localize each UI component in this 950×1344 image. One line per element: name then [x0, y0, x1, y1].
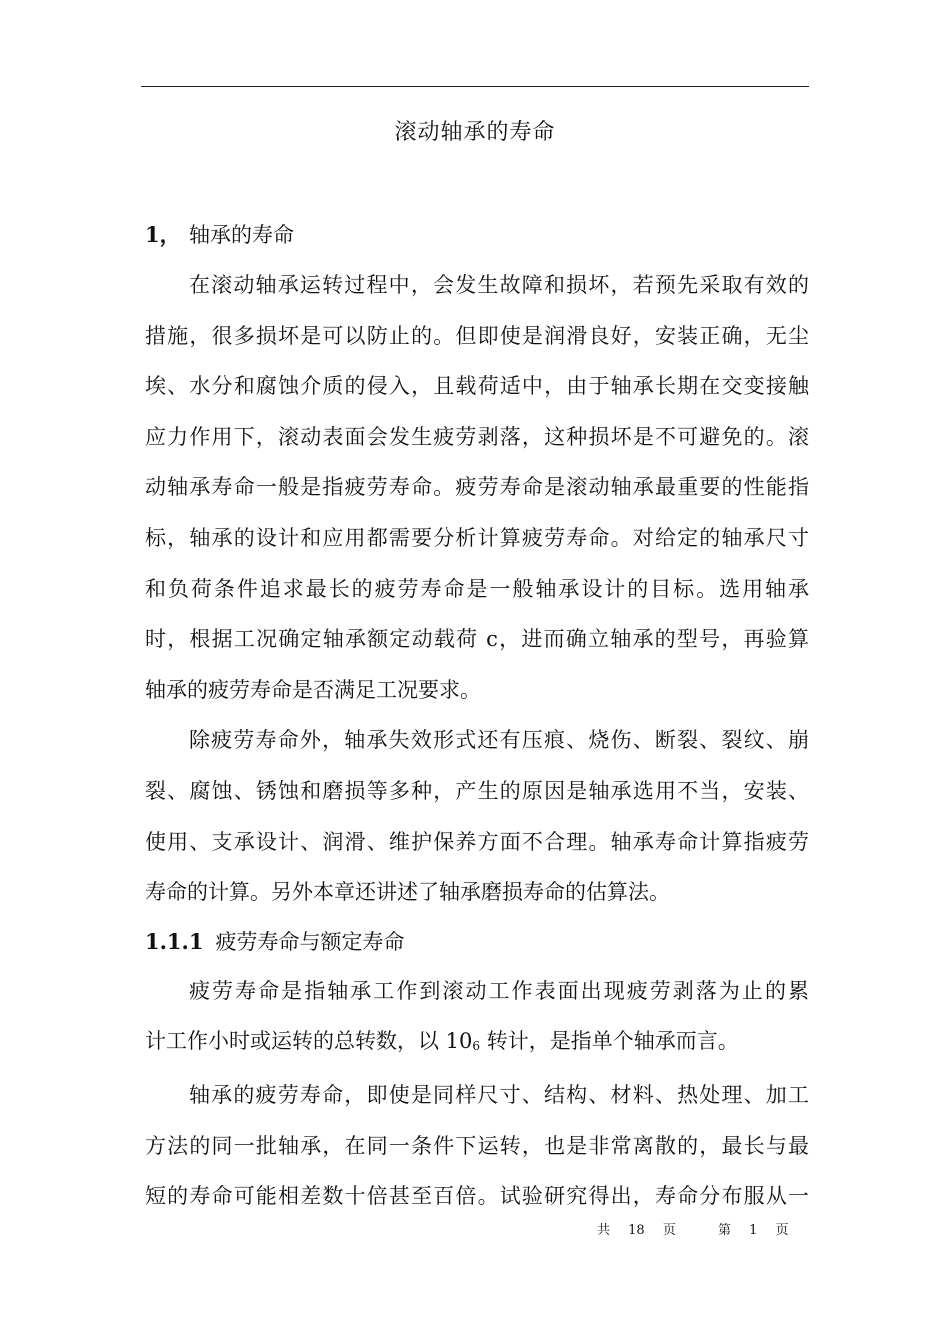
paragraph-line: 方法的同一批轴承，在同一条件下运转，也是非常离散的，最长与最 [145, 1133, 809, 1158]
document-title: 滚动轴承的寿命 [394, 120, 556, 145]
paragraph-line: 时，根据工况确定轴承额定动载荷 c，进而确立轴承的型号，再验算 [145, 627, 809, 652]
paragraph-life-dispersion [145, 1070, 809, 1222]
paragraph-line: 轴承的疲劳寿命，即使是同样尺寸、结构、材料、热处理、加工 [189, 1082, 809, 1107]
paragraph-fatigue-intro [145, 260, 809, 715]
paragraph-line: 措施，很多损坏是可以防止的。但即使是润滑良好，安装正确，无尘 [145, 323, 809, 348]
paragraph-line: 应力作用下，滚动表面会发生疲劳剥落，这种损坏是不可避免的。滚 [145, 424, 809, 449]
document-body [145, 210, 809, 1222]
footer-total-pages: 18 [628, 1223, 645, 1238]
paragraph-line: 除疲劳寿命外，轴承失效形式还有压痕、烧伤、断裂、裂纹、崩 [189, 728, 809, 753]
header-rule [141, 86, 809, 87]
page-footer [597, 1222, 789, 1240]
footer-page-number: 1 [749, 1223, 758, 1238]
paragraph-line: 短的寿命可能相差数十倍甚至百倍。试验研究得出，寿命分布服从一 [145, 1184, 809, 1209]
paragraph-line [145, 1016, 809, 1070]
paragraph-failure-modes [145, 715, 809, 917]
subsection-heading [145, 918, 809, 966]
paragraph-line: 轴承的疲劳寿命是否满足工况要求。 [145, 677, 481, 702]
exponent: 6 [472, 1039, 481, 1054]
paragraph-line: 在滚动轴承运转过程中，会发生故障和损坏，若预先采取有效的 [189, 273, 809, 297]
footer-total-suffix: 页 [662, 1223, 676, 1238]
section-title: 轴承的寿命 [189, 223, 294, 247]
text-segment: 计工作小时或运转的总转数，以 10 [145, 1029, 473, 1054]
footer-page-prefix: 第 [718, 1223, 732, 1238]
section-heading [145, 210, 809, 260]
paragraph-line: 埃、水分和腐蚀介质的侵入，且载荷适中，由于轴承长期在交变接触 [145, 374, 809, 399]
subsection-title: 疲劳寿命与额定寿命 [215, 929, 405, 954]
paragraph-line: 疲劳寿命是指轴承工作到滚动工作表面出现疲劳剥落为止的累 [189, 978, 809, 1003]
paragraph-line: 动轴承寿命一般是指疲劳寿命。疲劳寿命是滚动轴承最重要的性能指 [145, 475, 809, 500]
footer-page-suffix: 页 [775, 1223, 789, 1238]
paragraph-line: 使用、支承设计、润滑、维护保养方面不合理。轴承寿命计算指疲劳 [145, 829, 809, 854]
paragraph-line: 裂、腐蚀、锈蚀和磨损等多种，产生的原因是轴承选用不当，安装、 [145, 778, 809, 803]
subsection-number: 1.1.1 [145, 928, 204, 954]
paragraph-fatigue-definition [145, 966, 809, 1070]
paragraph-line: 标，轴承的设计和应用都需要分析计算疲劳寿命。对给定的轴承尺寸 [145, 525, 809, 550]
paragraph-line: 和负荷条件追求最长的疲劳寿命是一般轴承设计的目标。选用轴承 [145, 576, 809, 601]
section-number: 1， [145, 222, 181, 247]
text-segment: 转计，是指单个轴承而言。 [480, 1029, 739, 1054]
paragraph-line: 寿命的计算。另外本章还讲述了轴承磨损寿命的估算法。 [145, 880, 670, 905]
footer-total-prefix: 共 [597, 1223, 611, 1238]
